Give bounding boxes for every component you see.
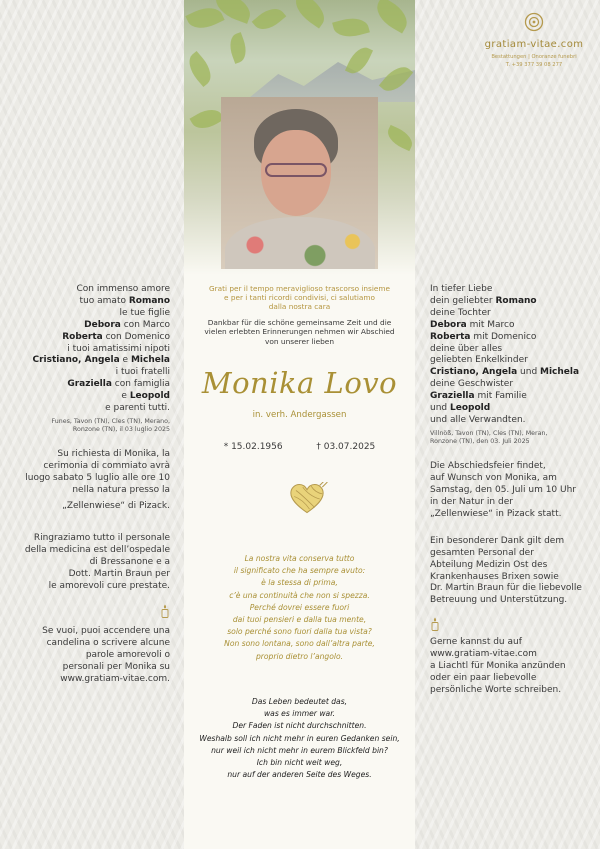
german-thanks: [430, 536, 580, 607]
leaf: [332, 14, 370, 41]
german-poem: [184, 696, 415, 781]
family-text: con famiglia: [111, 379, 170, 390]
text-line: parole amorevoli o: [85, 650, 170, 661]
leaf: [371, 0, 413, 34]
family-text: tuo amato: [79, 295, 129, 306]
poem-line: dai tuoi pensieri e dalla tua mente,: [232, 615, 367, 625]
family-name: Debora: [84, 319, 121, 330]
text-line: candelina o scrivere alcune: [46, 638, 170, 649]
family-text: e: [121, 391, 130, 402]
german-places: [430, 430, 580, 446]
candle-icon: [430, 617, 440, 631]
places-line: Funes, Tavon (TN), Cles (TN), Merano,: [51, 417, 170, 425]
family-name: Roberta: [430, 331, 471, 342]
poem-line: proprio dietro l’angolo.: [255, 651, 344, 661]
leaf: [384, 125, 415, 151]
family-text: i tuoi fratelli: [115, 367, 170, 378]
text-line: Die Abschiedsfeier findet,: [430, 461, 546, 472]
nature-background: [184, 0, 415, 275]
portrait-clothing: [225, 217, 375, 269]
italian-ceremony: [22, 449, 170, 513]
family-text: le tue figlie: [119, 307, 170, 318]
italian-intro: [184, 284, 415, 312]
family-line: [22, 308, 170, 320]
intro-line: e per i tanti ricordi condivisi, ci salutiamo: [224, 293, 375, 303]
family-line: [22, 332, 170, 344]
family-text: deine über alles: [430, 343, 503, 354]
candle-icon: [160, 604, 170, 618]
family-line: [430, 332, 580, 344]
family-line: [430, 320, 580, 332]
family-line: [430, 355, 580, 367]
life-dates: [184, 442, 415, 452]
family-line: [430, 367, 580, 379]
italian-column: [22, 284, 170, 686]
birth-date: * 15.02.1956: [223, 442, 283, 452]
family-text: e: [119, 355, 131, 366]
poem-line: è la stessa di prima,: [261, 578, 338, 588]
family-line: [22, 296, 170, 308]
text-line: Betreuung und Unterstützung.: [430, 595, 568, 606]
logo-name: gratiam-vitae.com: [484, 39, 584, 50]
family-name: Graziella: [430, 391, 475, 402]
intro-line: vielen erlebten Erinnerungen nehmen wir Abschied: [204, 327, 395, 337]
leaf: [290, 0, 331, 29]
family-line: [430, 391, 580, 403]
family-name: Leopold: [449, 403, 491, 414]
family-text: mit Familie: [474, 391, 527, 402]
poem-line: il significato che ha sempre avuto:: [233, 566, 366, 576]
places-line: Villnöß, Tavon (TN), Cles (TN), Meran,: [430, 429, 548, 437]
text-line: Su richiesta di Monika, la: [57, 449, 170, 460]
deceased-name: Monika Lovo: [201, 366, 398, 400]
poem-line: Non sono lontana, sono dall’altra parte,: [224, 639, 375, 649]
text-line: le amorevoli cure prestate.: [48, 580, 170, 591]
family-text: i tuoi amatissimi nipoti: [67, 343, 170, 354]
poem-line: Weshalb soll ich nicht mehr in euren Gedanken sein,: [199, 733, 400, 743]
family-line: [22, 403, 170, 415]
website-link[interactable]: www.gratiam-vitae.com.: [60, 674, 170, 685]
text-line: della medicina est dell’ospedale: [24, 544, 170, 555]
logo-phone: T. +39 377 39 08 277: [505, 61, 563, 68]
text-line: nella natura presso la: [72, 485, 170, 496]
poem-line: solo perché sono fuori dalla tua vista?: [227, 627, 372, 637]
portrait-glasses: [265, 163, 327, 177]
family-text: mit Marco: [466, 319, 515, 330]
german-column: [430, 284, 580, 697]
text-line: Samstag, den 05. Juli um 10 Uhr: [430, 485, 577, 496]
text-line: a Liachtl für Monika anzünden: [430, 661, 566, 672]
german-ceremony: [430, 461, 580, 521]
intro-line: Grati per il tempo meraviglioso trascorso insieme: [209, 284, 390, 293]
poem-line: c’è una continuità che non si spezza.: [229, 590, 370, 600]
family-line: [22, 355, 170, 367]
logo-subtitle: Bestattungen | Onoranze funebri: [491, 54, 577, 60]
family-name: Debora: [430, 319, 467, 330]
family-text: und: [517, 367, 541, 378]
family-text: und: [430, 403, 450, 414]
intro-line: Dankbar für die schöne gemeinsame Zeit und die: [207, 318, 392, 327]
text-line: auf Wunsch von Monika, am: [430, 473, 557, 484]
family-text: e parenti tutti.: [105, 403, 170, 414]
family-line: [430, 415, 580, 427]
italian-places: [22, 418, 170, 434]
family-name: Cristiano, Angela: [430, 367, 518, 378]
text-line: Abteilung Medizin Ost des: [430, 559, 548, 570]
family-line: [22, 320, 170, 332]
places-line: Ronzone (TN), il 03 luglio 2025: [72, 426, 170, 434]
text-line: Se vuoi, puoi accendere una: [42, 626, 170, 637]
family-line: [22, 344, 170, 356]
italian-thanks: [22, 533, 170, 593]
family-text: mit Domenico: [470, 331, 537, 342]
text-line: Gerne kannst du auf: [430, 637, 522, 648]
family-name: Leopold: [129, 391, 170, 402]
family-text: deine Tochter: [430, 307, 491, 318]
leaf: [252, 2, 287, 35]
italian-poem: [184, 553, 415, 663]
text-line: personali per Monika su: [62, 662, 170, 673]
italian-candle-note: [22, 626, 170, 686]
yarn-heart-icon: [285, 482, 329, 516]
poem-line: was es immer war.: [263, 709, 336, 719]
text-line: in der Natur in der: [430, 497, 513, 507]
text-line: Ein besonderer Dank gilt dem: [430, 535, 565, 546]
leaf: [190, 104, 225, 135]
family-line: [430, 344, 580, 356]
text-line: Ringraziamo tutto il personale: [33, 532, 170, 543]
poem-line: Ich bin nicht weit weg,: [256, 758, 343, 768]
places-line: Ronzone (TN), den 03. Juli 2025: [430, 438, 530, 446]
leaf: [184, 51, 217, 87]
poem-line: nur weil ich nicht mehr in eurem Blickfeld bin?: [211, 745, 388, 755]
family-name: Graziella: [67, 379, 112, 390]
family-line: [22, 284, 170, 296]
leaf: [345, 43, 373, 77]
family-text: con Marco: [120, 319, 170, 330]
poem-line: Das Leben bedeutet das,: [251, 697, 348, 706]
family-line: [22, 379, 170, 391]
family-line: [430, 308, 580, 320]
logo-block[interactable]: [478, 12, 590, 69]
text-line: Dr. Martin Braun für die liebevolle: [430, 583, 582, 594]
intro-line: dalla nostra cara: [268, 302, 331, 312]
german-family-list: [430, 284, 580, 427]
german-intro: [184, 318, 415, 346]
leaf: [226, 32, 251, 64]
intro-line: von unserer lieben: [264, 336, 335, 346]
family-text: In tiefer Liebe: [430, 284, 493, 294]
family-text: dein geliebter: [430, 295, 496, 306]
family-text: con Domenico: [102, 331, 170, 342]
poem-line: nur auf der anderen Seite des Weges.: [227, 770, 372, 780]
family-line: [430, 296, 580, 308]
death-date: † 03.07.2025: [316, 442, 376, 452]
family-name: Michela: [540, 367, 580, 378]
family-name: Roberta: [62, 331, 103, 342]
text-line: persönliche Worte schreiben.: [430, 684, 562, 695]
poem-line: Der Faden ist nicht durchschnitten.: [232, 721, 367, 731]
family-name: Romano: [495, 295, 537, 306]
website-link[interactable]: www.gratiam-vitae.com: [430, 649, 537, 660]
text-line: cerimonia di commiato avrà: [43, 461, 170, 472]
text-line: oder ein paar liebevolle: [430, 672, 537, 683]
maiden-name: in. verh. Andergassen: [252, 410, 347, 420]
german-candle-note: [430, 637, 580, 697]
family-line: [430, 284, 580, 296]
family-text: geliebten Enkelkinder: [430, 355, 528, 366]
family-line: [430, 403, 580, 415]
text-line: di Bressanone e a: [89, 556, 170, 567]
logo-icon: [524, 12, 544, 32]
text-line: gesamten Personal der: [430, 547, 534, 558]
text-line: „Zellenwiese“ di Pizack.: [62, 501, 170, 511]
text-line: Krankenhauses Brixen sowie: [430, 571, 559, 582]
poem-line: La nostra vita conserva tutto: [244, 554, 355, 563]
family-text: und alle Verwandten.: [430, 414, 526, 425]
family-line: [22, 391, 170, 403]
family-text: deine Geschwister: [430, 379, 514, 390]
text-line: luogo sabato 5 luglio alle ore 10: [25, 473, 170, 484]
family-line: [430, 379, 580, 391]
poem-line: Perché dovrei essere fuori: [249, 602, 350, 612]
family-name: Michela: [130, 355, 170, 366]
family-line: [22, 367, 170, 379]
family-text: Con immenso amore: [76, 284, 170, 294]
italian-family-list: [22, 284, 170, 415]
text-line: Dott. Martin Braun per: [68, 568, 170, 579]
text-line: „Zellenwiese“ in Pizack statt.: [430, 508, 562, 519]
family-name: Romano: [128, 295, 170, 306]
portrait-photo: [221, 97, 378, 269]
family-name: Cristiano, Angela: [32, 355, 120, 366]
